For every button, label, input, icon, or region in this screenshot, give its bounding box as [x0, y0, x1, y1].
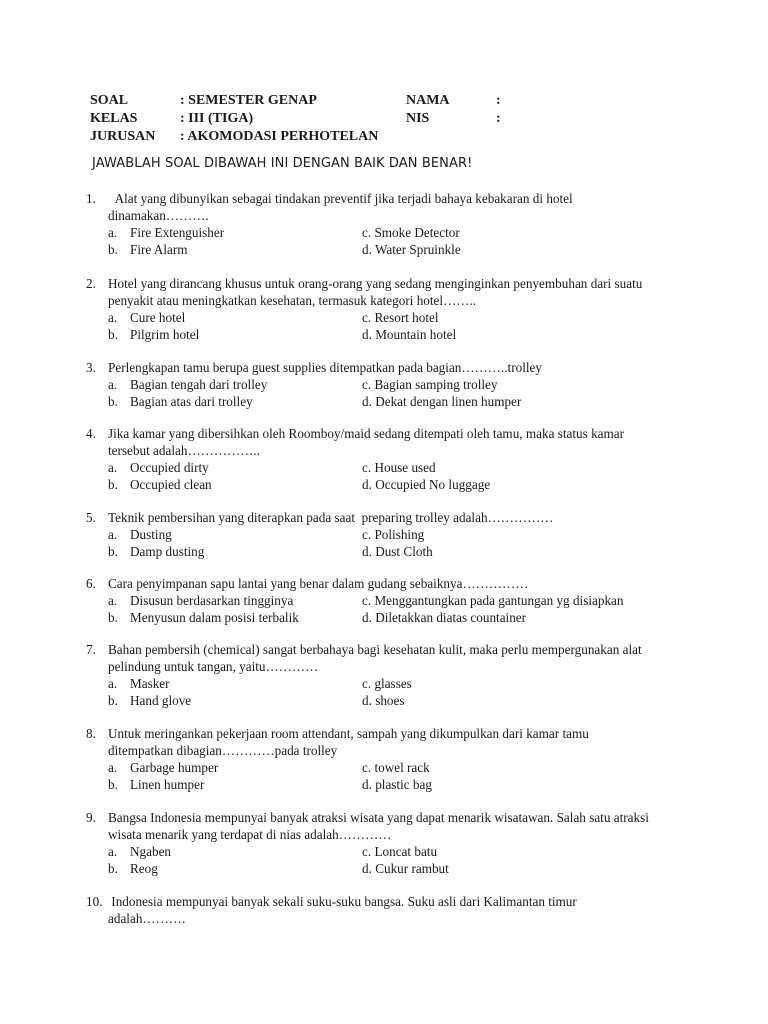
option-d[interactable]: d. Diletakkan diatas countainer [362, 609, 527, 625]
option-d[interactable]: d. Mountain hotel [362, 326, 457, 342]
option-d[interactable]: d. shoes [362, 692, 405, 708]
question-text: Untuk meringankan pekerjaan room attendant, sampah yang dikumpulkan dari kamar tamu ditempatkan dibagian…………pada trolley [108, 726, 589, 758]
header-row-soal [90, 92, 378, 110]
question-text: Teknik pembersihan yang diterapkan pada saat preparing trolley adalah…………… [108, 510, 554, 525]
question-4 [86, 425, 686, 492]
question-text: Perlengkapan tamu berupa guest supplies ditempatkan pada bagian………..trolley [108, 360, 542, 375]
header-row-jurusan [90, 128, 378, 146]
option-d[interactable]: d. Dekat dengan linen humper [362, 393, 522, 409]
question-number: 5. [86, 510, 96, 525]
question-number: 7. [86, 642, 96, 657]
option-a[interactable]: a. Masker [108, 676, 170, 691]
option-b[interactable]: b. Pilgrim hotel [108, 326, 200, 342]
option-a[interactable]: a. Ngaben [108, 844, 172, 859]
header-row-nama [406, 92, 501, 110]
option-a[interactable]: a. Dusting [108, 527, 172, 542]
option-c[interactable]: c. Bagian samping trolley [362, 377, 498, 392]
options [108, 459, 686, 492]
question-8 [86, 725, 686, 792]
option-b[interactable]: b. Bagian atas dari trolley [108, 393, 253, 409]
header-value: : III (TIGA) [180, 111, 254, 126]
header-label: NIS [406, 111, 430, 126]
option-d[interactable]: d. Cukur rambut [362, 860, 449, 876]
header-row-nis [406, 110, 501, 128]
question-10 [86, 893, 686, 927]
options [108, 224, 686, 257]
question-text: Alat yang dibunyikan sebagai tindakan preventif jika terjadi bahaya kebakaran di hotel dinamakan………. [108, 191, 573, 223]
question-number: 8. [86, 726, 96, 741]
question-3 [86, 359, 686, 409]
option-c[interactable]: c. Loncat batu [362, 844, 438, 859]
header-label: NAMA [406, 93, 450, 108]
header-row-kelas [90, 110, 378, 128]
option-b[interactable]: b. Occupied clean [108, 476, 212, 492]
option-b[interactable]: b. Hand glove [108, 692, 192, 708]
header-label: KELAS [90, 111, 138, 126]
options [108, 309, 686, 342]
question-number: 2. [86, 276, 96, 291]
option-d[interactable]: d. plastic bag [362, 776, 432, 792]
header-value: : SEMESTER GENAP [180, 93, 317, 108]
question-text: Hotel yang dirancang khusus untuk orang-orang yang sedang menginginkan penyembuhan dari suatu penyakit atau meningkatkan kesehatan, termasuk kategori hotel…….. [108, 276, 643, 308]
option-c[interactable]: c. Resort hotel [362, 310, 439, 325]
option-c[interactable]: c. Smoke Detector [362, 225, 460, 240]
question-9 [86, 809, 686, 876]
exam-instruction: JAWABLAH SOAL DIBAWAH INI DENGAN BAIK DAN BENAR! [92, 156, 473, 171]
exam-header-left [90, 92, 378, 146]
header-value: : AKOMODASI PERHOTELAN [180, 129, 379, 144]
option-d[interactable]: d. Occupied No luggage [362, 476, 491, 492]
option-b[interactable]: b. Reog [108, 860, 158, 876]
question-7 [86, 641, 686, 708]
option-d[interactable]: d. Dust Cloth [362, 543, 433, 559]
question-number: 1. [86, 191, 96, 206]
question-2 [86, 275, 686, 342]
option-c[interactable]: c. towel rack [362, 760, 430, 775]
question-number: 10. [86, 894, 103, 909]
options [108, 843, 686, 876]
header-value: : [496, 111, 501, 126]
options [108, 376, 686, 409]
option-c[interactable]: c. glasses [362, 676, 412, 691]
options [108, 592, 686, 625]
header-value: : [496, 93, 501, 108]
question-text: Cara penyimpanan sapu lantai yang benar dalam gudang sebaiknya…………… [108, 576, 529, 591]
header-label: JURUSAN [90, 129, 156, 144]
exam-header-right [406, 92, 501, 128]
option-d[interactable]: d. Water Spruinkle [362, 241, 461, 257]
option-a[interactable]: a. Occupied dirty [108, 460, 209, 475]
option-a[interactable]: a. Garbage humper [108, 760, 219, 775]
question-number: 9. [86, 810, 96, 825]
option-a[interactable]: a. Bagian tengah dari trolley [108, 377, 268, 392]
option-a[interactable]: a. Fire Extenguisher [108, 225, 225, 240]
question-6 [86, 575, 686, 625]
question-text: Bangsa Indonesia mempunyai banyak atraksi wisata yang dapat menarik wisatawan. Salah satu atraksi wisata menarik yang terdapat di nias adalah………… [108, 810, 649, 842]
option-b[interactable]: b. Fire Alarm [108, 241, 188, 257]
question-text: Bahan pembersih (chemical) sangat berbahaya bagi kesehatan kulit, maka perlu mempergunakan alat pelindung untuk tangan, yaitu………… [108, 642, 642, 674]
question-number: 6. [86, 576, 96, 591]
question-number: 3. [86, 360, 96, 375]
header-label: SOAL [90, 93, 129, 108]
option-b[interactable]: b. Linen humper [108, 776, 205, 792]
option-c[interactable]: c. Menggantungkan pada gantungan yg disiapkan [362, 593, 624, 608]
question-1 [86, 190, 686, 257]
question-text: Indonesia mempunyai banyak sekali suku-suku bangsa. Suku asli dari Kalimantan timur adalah………. [108, 894, 577, 926]
options [108, 759, 686, 792]
question-5 [86, 509, 686, 559]
question-text: Jika kamar yang dibersihkan oleh Roomboy/maid sedang ditempati oleh tamu, maka status kamar tersebut adalah…………….. [108, 426, 625, 458]
option-b[interactable]: b. Damp dusting [108, 543, 205, 559]
options [108, 526, 686, 559]
option-a[interactable]: a. Disusun berdasarkan tingginya [108, 593, 294, 608]
question-number: 4. [86, 426, 96, 441]
option-a[interactable]: a. Cure hotel [108, 310, 186, 325]
option-c[interactable]: c. Polishing [362, 527, 425, 542]
options [108, 675, 686, 708]
option-c[interactable]: c. House used [362, 460, 436, 475]
option-b[interactable]: b. Menyusun dalam posisi terbalik [108, 609, 299, 625]
